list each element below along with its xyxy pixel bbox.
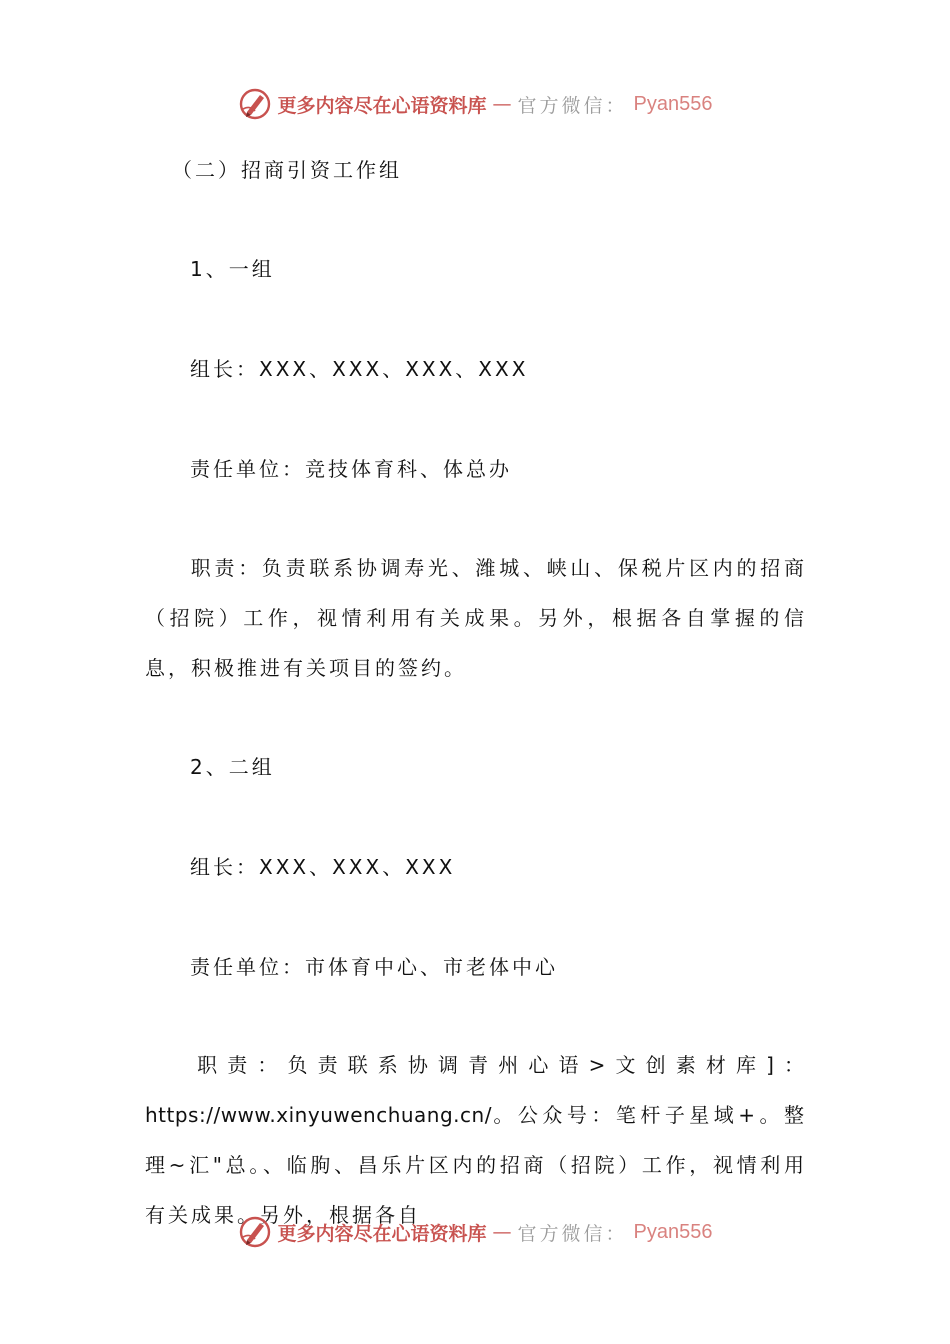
group2-duty-part2: 。公众号：笔杆子星域+。整理~汇"总。、临朐、昌乐片区内的招商（招院）工作，视情利用有关成果。另外，根据各自	[145, 1103, 807, 1227]
group2-heading: 2、二组	[190, 755, 275, 779]
group1-duty	[145, 543, 807, 693]
section-title: （二）招商引资工作组	[172, 158, 402, 182]
group2-duty-url[interactable]: https://www.xinyuwenchuang.cn/	[145, 1103, 492, 1127]
group1-unit: 责任单位：竞技体育科、体总办	[190, 457, 512, 481]
banner-slogan: 更多内容尽在心语资料库	[277, 94, 487, 117]
pen-logo-icon	[238, 1215, 272, 1249]
banner-dash: —	[492, 1221, 512, 1243]
banner-wechat-label: 官方微信：	[517, 94, 628, 117]
header-banner	[0, 84, 950, 124]
banner-wechat-id: Pyan556	[633, 1220, 713, 1243]
group2-unit: 责任单位：市体育中心、市老体中心	[190, 955, 558, 979]
banner-wechat-id: Pyan556	[633, 92, 713, 115]
group1-leader: 组长：XXX、XXX、XXX、XXX	[190, 357, 529, 381]
banner-slogan: 更多内容尽在心语资料库	[277, 1222, 487, 1245]
group1-heading: 1、一组	[190, 257, 275, 281]
banner-wechat-label: 官方微信：	[517, 1222, 628, 1245]
group2-duty	[145, 1040, 807, 1240]
group2-leader: 组长：XXX、XXX、XXX	[190, 855, 456, 879]
pen-logo-icon	[238, 87, 272, 121]
group1-duty-text: 职责：负责联系协调寿光、潍城、峡山、保税片区内的招商（招院）工作，视情利用有关成果。另外，根据各自掌握的信息，积极推进有关项目的签约。	[145, 556, 807, 680]
footer-banner	[0, 1212, 950, 1252]
group2-duty-part1: 职责：负责联系协调青州心语>文创素材库]：	[190, 1053, 807, 1077]
banner-dash: —	[492, 93, 512, 115]
